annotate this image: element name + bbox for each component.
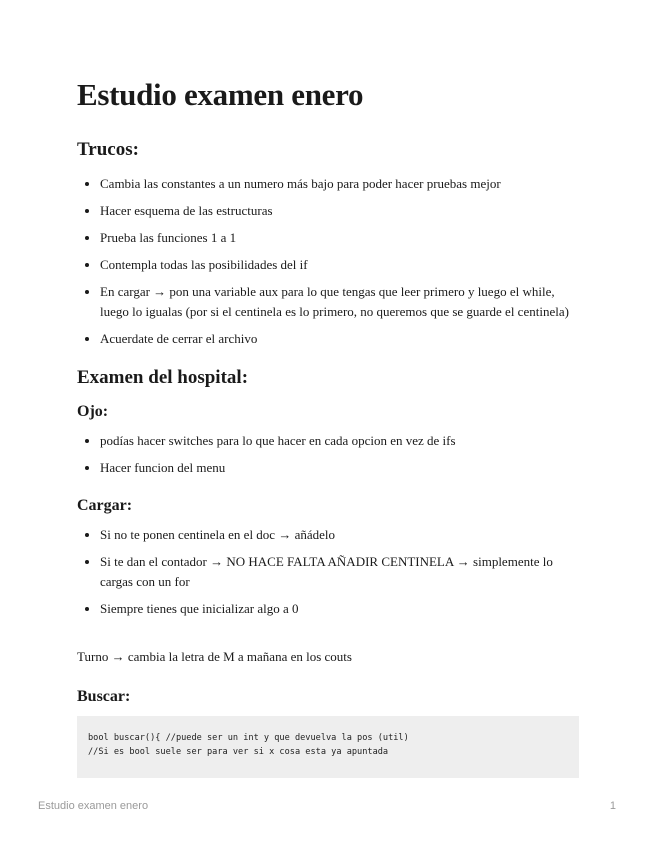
list-item: • Cambia las constantes a un numero más bajo para poder hacer pruebas mejor	[100, 174, 579, 194]
document-body	[77, 76, 579, 778]
code-block-buscar: bool buscar(){ //puede ser un int y que devuelva la pos (util) //Si es bool suele ser para ver si x cosa esta ya apuntada	[77, 716, 579, 778]
footer-page-number: 1	[609, 800, 616, 812]
subheading-ojo: Ojo:	[77, 402, 109, 420]
subheading-cargar: Cargar:	[77, 496, 133, 514]
subheading-buscar: Buscar:	[77, 688, 131, 706]
list-item: • Siempre tienes que inicializar algo a 0	[100, 599, 579, 619]
footer-title: Estudio examen enero	[38, 800, 149, 812]
page-title: Estudio examen enero	[77, 77, 364, 112]
trucos-list	[77, 174, 579, 349]
list-item: • Acuerdate de cerrar el archivo	[100, 329, 579, 349]
list-item: • Hacer funcion del menu	[100, 458, 579, 478]
ojo-list	[77, 431, 579, 478]
cargar-list	[77, 525, 579, 619]
list-item: • Contempla todas las posibilidades del if	[100, 255, 579, 275]
section-heading-trucos: Trucos:	[77, 139, 139, 161]
list-item: • Si no te ponen centinela en el doc → añádelo	[100, 525, 579, 545]
section-heading-hospital: Examen del hospital:	[77, 366, 249, 388]
list-item: • Prueba las funciones 1 a 1	[100, 228, 579, 248]
list-item: • Si te dan el contador → NO HACE FALTA AÑADIR CENTINELA → simplemente lo cargas con un for	[100, 552, 579, 592]
list-item: • Hacer esquema de las estructuras	[100, 201, 579, 221]
turno-paragraph: Turno → cambia la letra de M a mañana en los couts	[77, 649, 352, 665]
list-item: • podías hacer switches para lo que hacer en cada opcion en vez de ifs	[100, 431, 579, 451]
list-item: • En cargar → pon una variable aux para lo que tengas que leer primero y luego el while, luego lo igualas (por si el centinela es lo primero, no queremos que se guarde el centinela)	[100, 282, 579, 322]
